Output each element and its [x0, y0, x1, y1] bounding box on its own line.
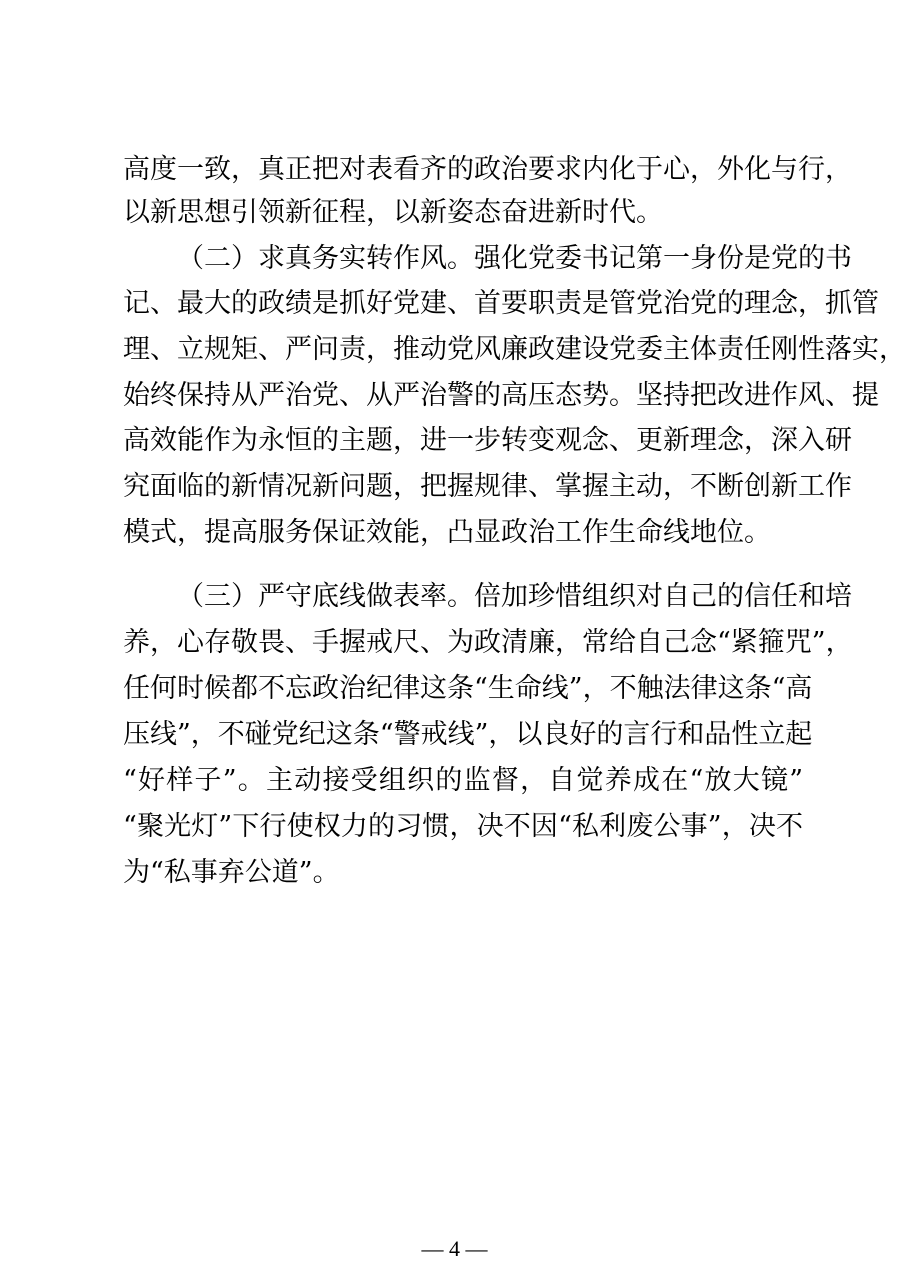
paragraph-2-line-4: 始终保持从严治党、从严治警的高压态势。坚持把改进作风、提	[123, 380, 879, 411]
paragraph-2-line-6: 究面临的新情况新问题，把握规律、掌握主动，不断创新工作	[123, 471, 852, 502]
paragraph-2-line-3: 理、立规矩、严问责，推动党风廉政建设党委主体责任刚性落实，	[123, 334, 906, 365]
paragraph-2-line-7: 模式，提高服务保证效能，凸显政治工作生命线地位。	[123, 517, 771, 548]
paragraph-2-line-5: 高效能作为永恒的主题，进一步转变观念、更新理念，深入研	[123, 425, 852, 456]
paragraph-3-line-2: 养，心存敬畏、手握戒尺、为政清廉，常给自己念“紧箍咒”，	[123, 627, 853, 658]
paragraph-3-line-7: 为“私事弃公道”。	[123, 857, 340, 888]
page-number: — 4 —	[421, 1236, 488, 1261]
paragraph-3-line-1: （三）严守底线做表率。倍加珍惜组织对自己的信任和培	[177, 581, 852, 612]
paragraph-3-line-6: “聚光灯”下行使权力的习惯，决不因“私利废公事”，决不	[123, 811, 803, 842]
paragraph-1-line-2: 以新思想引领新征程，以新姿态奋进新时代。	[123, 197, 663, 228]
paragraph-1-line-1: 高度一致，真正把对表看齐的政治要求内化于心，外化与行，	[123, 154, 852, 185]
paragraph-2-line-2: 记、最大的政绩是抓好党建、首要职责是管党治党的理念，抓管	[123, 288, 879, 319]
paragraph-3-line-3: 任何时候都不忘政治纪律这条“生命线”，不触法律这条“高	[123, 673, 813, 704]
paragraph-3-line-4: 压线”，不碰党纪这条“警戒线”，以良好的言行和品性立起	[123, 719, 813, 750]
paragraph-2-line-1: （二）求真务实转作风。强化党委书记第一身份是党的书	[177, 243, 852, 274]
paragraph-3-line-5: “好样子”。主动接受组织的监督，自觉养成在“放大镜”	[123, 765, 803, 796]
